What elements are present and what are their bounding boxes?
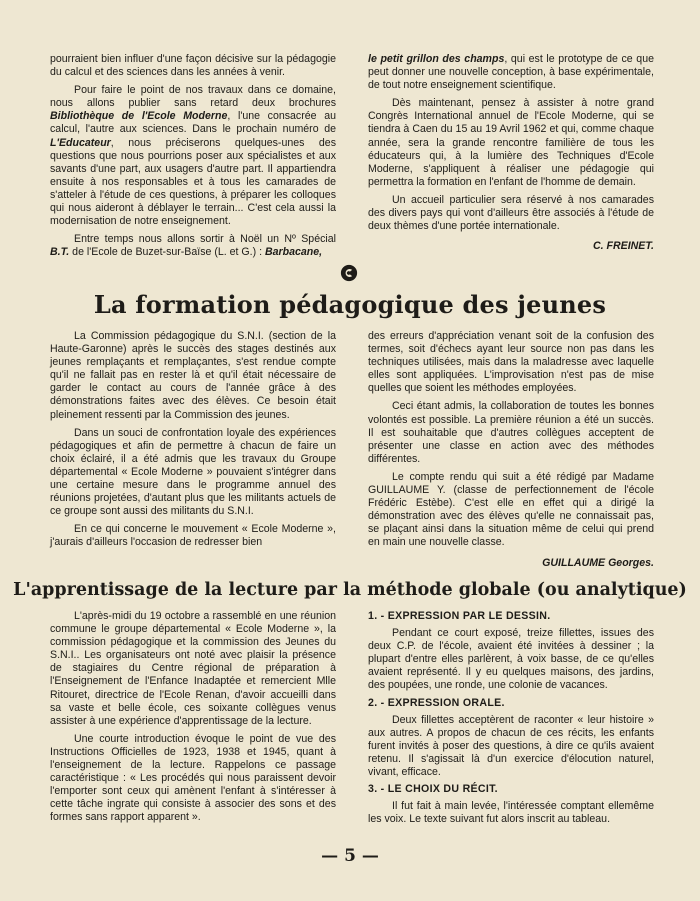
paragraph: La Commission pédagogique du S.N.I. (section de la Haute-Garonne) après le succès des stages destinés aux jeunes remplaçants et remplaçantes, s'est rendue compte qu'il ne fallait pas en rester là et qu'il était nécessaire de garder le contact au cours de l'année grâce à des démonstrations faites avec des élèves. Ce besoin était pleinement ressenti par la Commission des jeunes. (50, 330, 336, 421)
paragraph: Dès maintenant, pensez à assister à notre grand Congrès International annuel de l'Ecole Moderne, qui se tiendra à Caen du 15 au 19 Avril 1962 et qui, comme chaque année, sera la grande rencontre familière de tous les éducateurs qui, à la lumière des Techniques d'Ecole Moderne, s'appliquent à réaliser une pédagogie qui permettra la formation en l'enfant de l'homme de demain. (368, 97, 654, 188)
paragraph: Entre temps nous allons sortir à Noël un Nº Spécial B.T. de l'Ecole de Buzet-sur-Baïse (L. et G.) : Barbacane, (50, 233, 336, 259)
article2-right-column (368, 606, 654, 826)
paragraph: Deux fillettes acceptèrent de raconter « leur histoire » aux autres. A propos de chacun de ces récits, les enfants furent invités à poser des questions, à dire ce qu'ils avaient retenu. Il s'agissait là d'un exercice d'élocution naturel, vivant, efficace. (368, 713, 654, 779)
paragraph: En ce qui concerne le mouvement « Ecole Moderne », j'aurais d'ailleurs l'occasion de redresser bien (50, 523, 336, 549)
article-title: La formation pédagogique des jeunes (93, 290, 607, 319)
paragraph: des erreurs d'appréciation venant soit de la confusion des termes, soit d'échecs ayant leur source non pas dans les techniques utilisées, mais dans la maladresse avec laquelle elles sont appliquées. L'improvisation n'est pas de mise quelles que soient les méthodes employées. (368, 330, 654, 395)
article1-right-column (368, 330, 654, 570)
signature: GUILLAUME Georges. (542, 556, 654, 569)
paragraph: Une courte introduction évoque le point de vue des Instructions Officielles de 1923, 1938 et 1945, quant à l'enseignement de la lecture. Rappelons ce passage caractéristique : « Les procédés qui nous paraissent devoir l'emporter sont ceux qui amènent l'enfant à s'intéresser à cette tâche ingrate qui consiste à associer des sons et des formes sans rapport apparent ». (50, 732, 336, 824)
paragraph: Un accueil particulier sera réservé à nos camarades des divers pays qui vont d'ailleurs être associés à l'étude de deux thèmes d'une portée internationale. (368, 193, 654, 233)
paragraph: Ceci étant admis, la collaboration de toutes les bonnes volontés est possible. La première réunion a été un succès. Il est souhaitable que d'autres collègues acceptent de présenter une classe en action avec des méthodes différentes. (368, 400, 654, 465)
article-title: L'apprentissage de la lecture par la méthode globale (ou analytique) (13, 580, 687, 600)
section-heading: 1. - EXPRESSION PAR LE DESSIN. (368, 610, 551, 622)
top-right-column (368, 53, 654, 253)
top-left-column (50, 53, 336, 259)
paragraph: Pour faire le point de nos travaux dans ce domaine, nous allons publier sans retard deux brochures Bibliothèque de l'Ecole Moderne, l'une consacrée au calcul, l'autre aux sciences. Dans le prochain numéro de L'Educateur, nous préciserons quelques-unes des questions que nous pourrions poser aux spécialistes et aux savants d'une part, aux usagers d'autre part. Il appartiendra ensuite à nos responsables et à tous les camarades de s'atteler à l'étude de ces questions, à préparer les colloques qui nous aideront à déblayer le terrain... C'est cela aussi la modernisation de notre enseignement. (50, 84, 336, 228)
article1-left-column (50, 330, 336, 550)
paragraph: Pendant ce court exposé, treize fillettes, issues des deux C.P. de l'école, avaient été invitées à dessiner ; la plupart d'entre elles parlèrent, à voix basse, de ce qu'elles avaient représenté. Il y eu quelques maisons, des jardins, des poupées, une ronde, une colonie de vacances. (368, 627, 654, 692)
article2-left-column (50, 610, 336, 825)
paragraph: Le compte rendu qui suit a été rédigé par Madame GUILLAUME Y. (classe de perfectionnement de l'école Frédéric Estèbe). C'est elle en effet qui a dirigé la démonstration avec des élèves qu'elle ne connaissait pas, se plaçant ainsi dans la situation même de celui qui prend en main une nouvelle classe. (368, 470, 654, 549)
paragraph: Il fut fait à main levée, l'intéressée comptant ellemême les voix. Le texte suivant fut alors inscrit au tableau. (368, 800, 654, 826)
section-heading: 2. - EXPRESSION ORALE. (368, 696, 505, 709)
page-number: — 5 — (321, 846, 379, 866)
paragraph: pourraient bien influer d'une façon décisive sur la pédagogie du calcul et des sciences dans les années à venir. (50, 53, 336, 79)
paragraph: L'après-midi du 19 octobre a rassemblé en une réunion commune le groupe départemental « Ecole Moderne », la commission pédagogique et la commission des Jeunes du S.N.I.. Les organisateurs ont noté avec plaisir la présence de stagiaires du Centre régional de préparation à l'Enseignement de l'Enfance Inadaptée et remercient Mlle Ritouret, directrice de l'Ecole Renan, d'avoir accueilli dans sa vaste et belle école, ces soixante collègues venus assister à une expérience d'apprentissage de la lecture. (50, 610, 336, 727)
paragraph: Dans un souci de confrontation loyale des expériences pédagogiques et afin de permettre à chacun de faire un choix éclairé, il a été admis que les travaux du Groupe départemental « Ecole Moderne » pouvaient s'intégrer dans une certaine mesure dans le programme annuel des réunions projetées, d'autant plus que les militants actuels de ce groupe sont aussi des militants du S.N.I. (50, 426, 336, 518)
paragraph: le petit grillon des champs, qui est le prototype de ce que peut donner une nouvelle conception, à base expérimentale, de tout notre enseignement scientifique. (368, 53, 654, 92)
section-heading: 3. - LE CHOIX DU RÉCIT. (368, 783, 498, 796)
school-emblem-icon (340, 264, 358, 282)
signature: C. FREINET. (592, 240, 654, 253)
